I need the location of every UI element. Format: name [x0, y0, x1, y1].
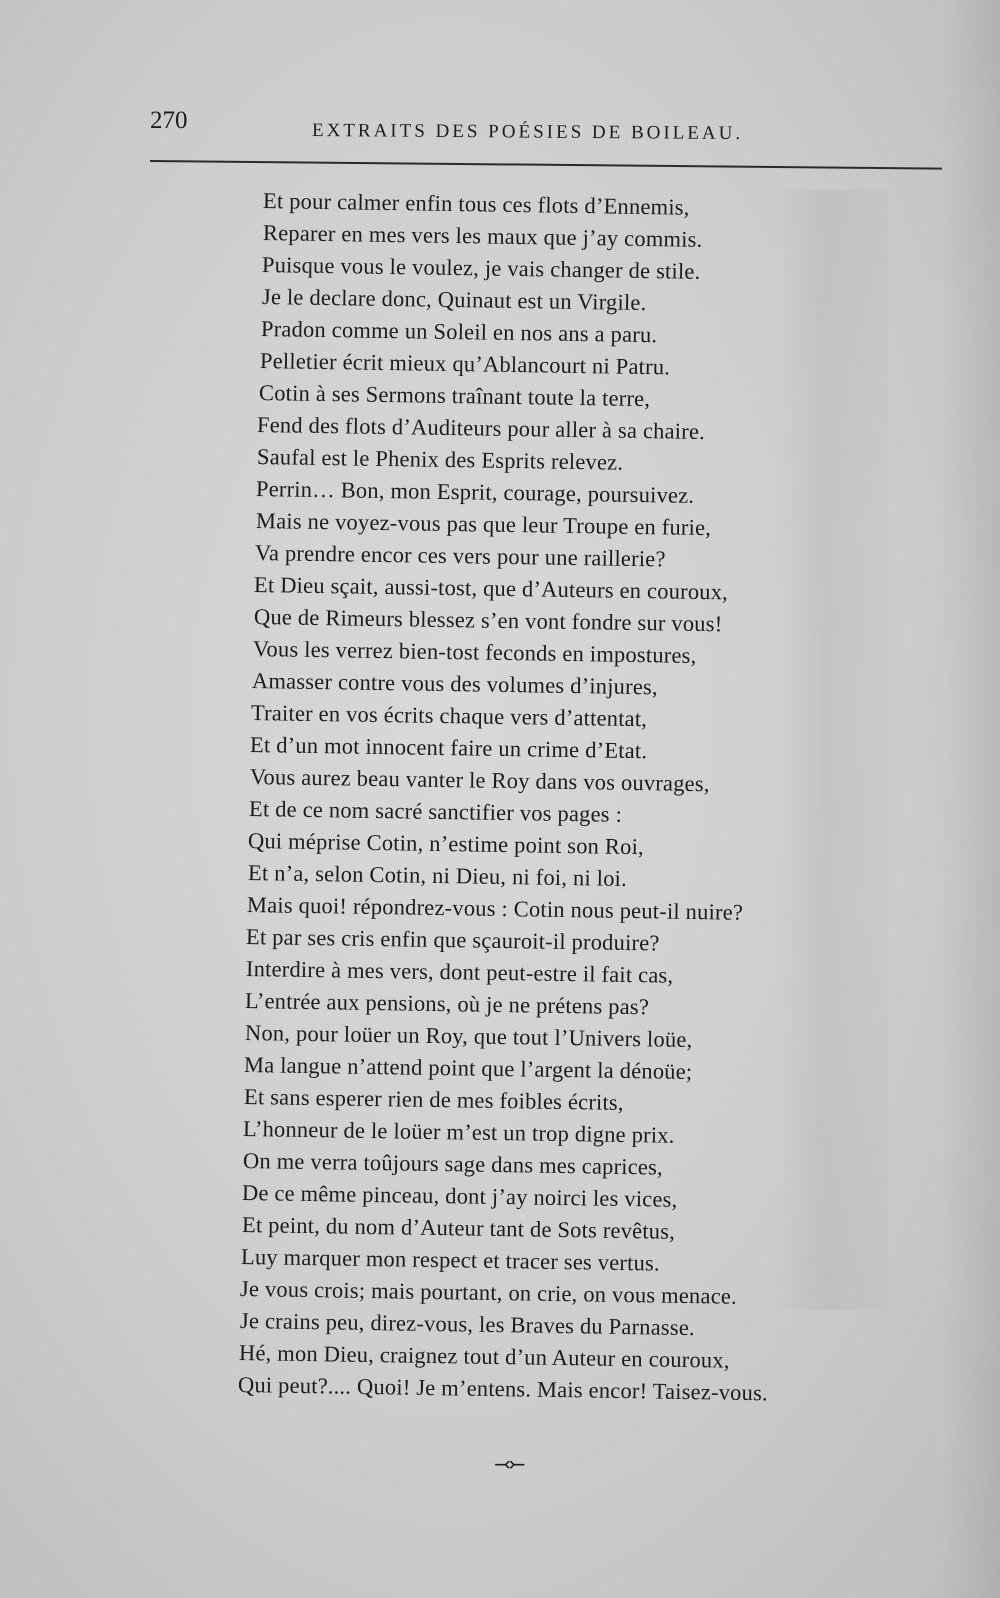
verse-line: Que de Rimeurs blessez s’en vont fondre sur vous! [253, 604, 723, 637]
verse-line: Et d’un mot innocent faire un crime d’Etat. [249, 732, 648, 764]
verse-line: Interdire à mes vers, dont peut-estre il fait cas, [245, 956, 674, 988]
verse-line: Saufal est le Phenix des Esprits relevez. [256, 444, 624, 475]
verse-line: Cotin à ses Sermons traînant toute la terre, [258, 380, 651, 412]
verse-line: Qui peut?.... Quoi! Je m’entens. Mais encor! Taisez-vous. [237, 1372, 769, 1406]
verse-line: Vous les verrez bien-tost feconds en impostures, [252, 636, 697, 668]
verse-line: Perrin… Bon, mon Esprit, courage, poursuivez. [255, 476, 695, 508]
verse-line: On me verra toûjours sage dans mes caprices, [242, 1148, 664, 1180]
verse-line: Et par ses cris enfin que sçauroit-il produire? [245, 924, 660, 956]
verse-line: Mais quoi! répondrez-vous : Cotin nous peut-il nuire? [246, 892, 744, 925]
verse-line: L’entrée aux pensions, où je ne prétens pas? [244, 988, 650, 1020]
running-title: EXTRAITS DES POÉSIES DE BOILEAU. [311, 120, 744, 145]
verse-line: Non, pour loüer un Roy, que tout l’Univers loüe, [244, 1020, 693, 1053]
verse-line: Pelletier écrit mieux qu’Ablancourt ni Patru. [259, 348, 671, 380]
verse-line: De ce même pinceau, dont j’ay noirci les vices, [241, 1180, 678, 1212]
verse-line: Amasser contre vous des volumes d’injures, [251, 668, 658, 700]
verse-line: Ma langue n’attend point que l’argent la dénoüe; [243, 1052, 693, 1085]
verse-line: Je vous crois; mais pourtant, on crie, on vous menace. [239, 1276, 738, 1309]
verse-line: Hé, mon Dieu, craignez tout d’un Auteur en couroux, [238, 1340, 730, 1373]
verse-line: Et sans esperer rien de mes foibles écrits, [243, 1084, 624, 1115]
verse-line: Je le declare donc, Quinaut est un Virgile. [261, 284, 647, 316]
verse-line: Qui méprise Cotin, n’estime point son Roi, [247, 828, 645, 860]
verse-line: Vous aurez beau vanter le Roy dans vos ouvrages, [249, 764, 710, 797]
verse-line: Et Dieu sçait, aussi-tost, que d’Auteurs en couroux, [253, 572, 729, 605]
verse-line: Et peint, du nom d’Auteur tant de Sots revêtus, [241, 1212, 676, 1244]
page-number: 270 [150, 107, 188, 134]
verse-line: Mais ne voyez-vous pas que leur Troupe en furie, [255, 508, 712, 541]
verse-line: Reparer en mes vers les maux que j’ay commis. [262, 220, 703, 252]
verse-line: Pradon comme un Soleil en nos ans a paru. [260, 316, 658, 348]
end-ornament: ⤙⤚ [494, 1454, 524, 1476]
verse-line: Et de ce nom sacré sanctifier vos pages : [248, 796, 623, 827]
verse-line: Et n’a, selon Cotin, ni Dieu, ni foi, ni loi. [247, 860, 628, 891]
verse-line: L’honneur de le loüer m’est un trop digne prix. [242, 1116, 675, 1148]
verse-line: Fend des flots d’Auditeurs pour aller à sa chaire. [256, 412, 706, 445]
verse-line: Et pour calmer enfin tous ces flots d’Ennemis, [262, 188, 690, 220]
verse-line: Puisque vous le voulez, je vais changer de stile. [261, 252, 701, 284]
verse-line: Traiter en vos écrits chaque vers d’attentat, [250, 700, 648, 732]
verse-line: Va prendre encor ces vers pour une raillerie? [254, 540, 666, 572]
verse-line: Je crains peu, direz-vous, les Braves du Parnasse. [239, 1308, 696, 1341]
verse-line: Luy marquer mon respect et tracer ses vertus. [240, 1244, 660, 1276]
